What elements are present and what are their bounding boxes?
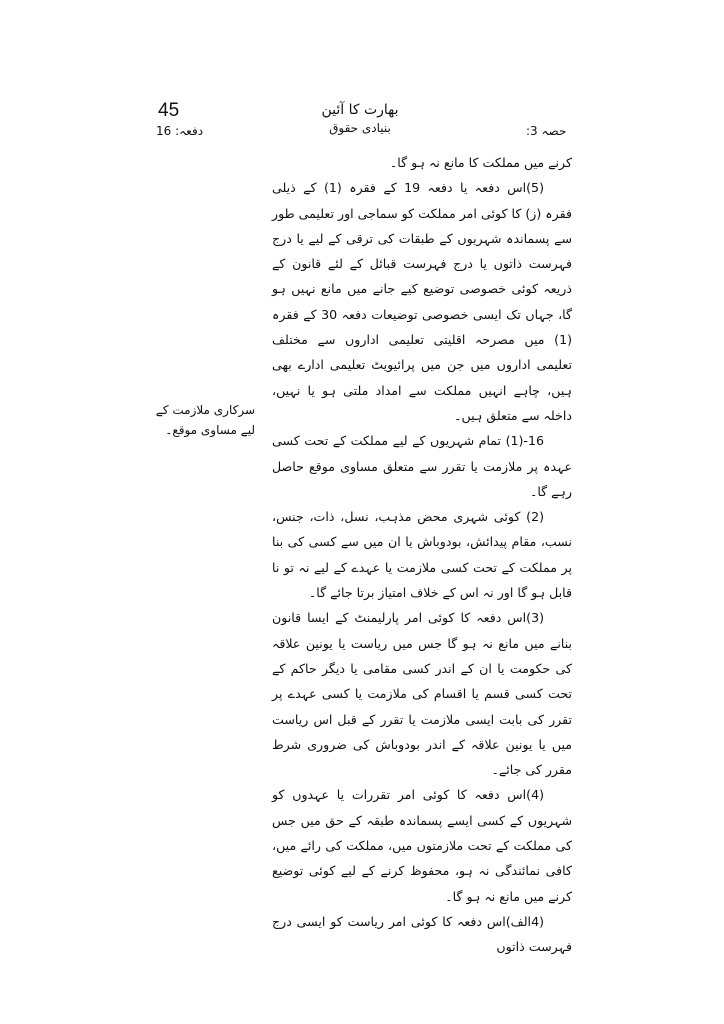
paragraph: (3)اس دفعہ کا کوئی امر پارلیمنٹ کے ایسا قانون بنانے میں مانع نہ ہو گا جس میں ریاست یا یونین علاقہ کی حکومت یا ان کے اندر کسی مقامی یا دیگر حاکم کے تحت کسی قسم یا اقسام کی ملازمت یا کسی عہدے پر تقرر کی بابت ایسی ملازمت یا تقرر کے قبل اس ریاست میں یا یونین علاقہ کے اندر بودوباش کی ضروری شرط مقرر کی جائے۔ xyxy=(272,610,572,778)
body-text xyxy=(272,150,572,960)
running-header xyxy=(300,102,420,135)
part-reference: حصہ 3: xyxy=(526,124,567,138)
page-number: 45 xyxy=(158,100,180,121)
paragraph: (4الف)اس دفعہ کا کوئی امر ریاست کو ایسی درج فہرست ذاتوں xyxy=(272,913,572,955)
part-title: بنیادی حقوق xyxy=(329,121,391,135)
margin-note: سرکاری ملازمت کے لیے مساوی موقع۔ xyxy=(155,403,255,437)
paragraph: کرنے میں مملکت کا مانع نہ ہو گا۔ xyxy=(389,155,572,170)
paragraph: (5)اس دفعہ یا دفعہ 19 کے فقرہ (1) کے ذیلی فقرہ (ز) کا کوئی امر مملکت کو سماجی اور تعلیمی طور سے پسماندہ شہریوں کے طبقات کی ترقی کے لیے یا درج فہرست ذاتوں یا درج فہرست قبائل کے لئے قانون کے ذریعہ کوئی خصوصی توضیع کیے جانے میں مانع نہیں ہو گا، جہاں تک ایسی خصوصی توضیعات دفعہ 30 کے فقرہ (1) میں مصرحہ اقلیتی تعلیمی اداروں سے مختلف تعلیمی اداروں میں جن میں پرائیویٹ تعلیمی ادارے بھی ہیں، چاہے انہیں مملکت سے امداد ملتی ہو یا نہیں، داخلہ سے متعلق ہیں۔ xyxy=(272,180,572,423)
paragraph: (2) کوئی شہری محض مذہب، نسل، ذات، جنس، نسب، مقام پیدائش، بودوباش یا ان میں سے کسی کی بنا پر مملکت کے تحت کسی ملازمت یا عہدے کے لیے نہ تو نا قابل ہو گا اور نہ اس کے خلاف امتیاز برتا جائے گا۔ xyxy=(272,509,572,601)
paragraph: (4)اس دفعہ کا کوئی امر تقررات یا عہدوں کو شہریوں کے کسی ایسے پسماندہ طبقہ کے حق میں جس کی مملکت کے تحت ملازمتوں میں، مملکت کی رائے میں، کافی نمائندگی نہ ہو، محفوظ کرنے کے لیے کوئی توضیع کرنے میں مانع نہ ہو گا۔ xyxy=(272,787,572,904)
section-reference: دفعہ: 16 xyxy=(156,124,204,138)
paragraph: 16-(1) تمام شہریوں کے لیے مملکت کے تحت کسی عہدہ پر ملازمت یا تقرر سے متعلق مساوی موقع حاصل رہے گا۔ xyxy=(272,433,572,499)
book-title: بھارت کا آئین xyxy=(321,102,399,118)
